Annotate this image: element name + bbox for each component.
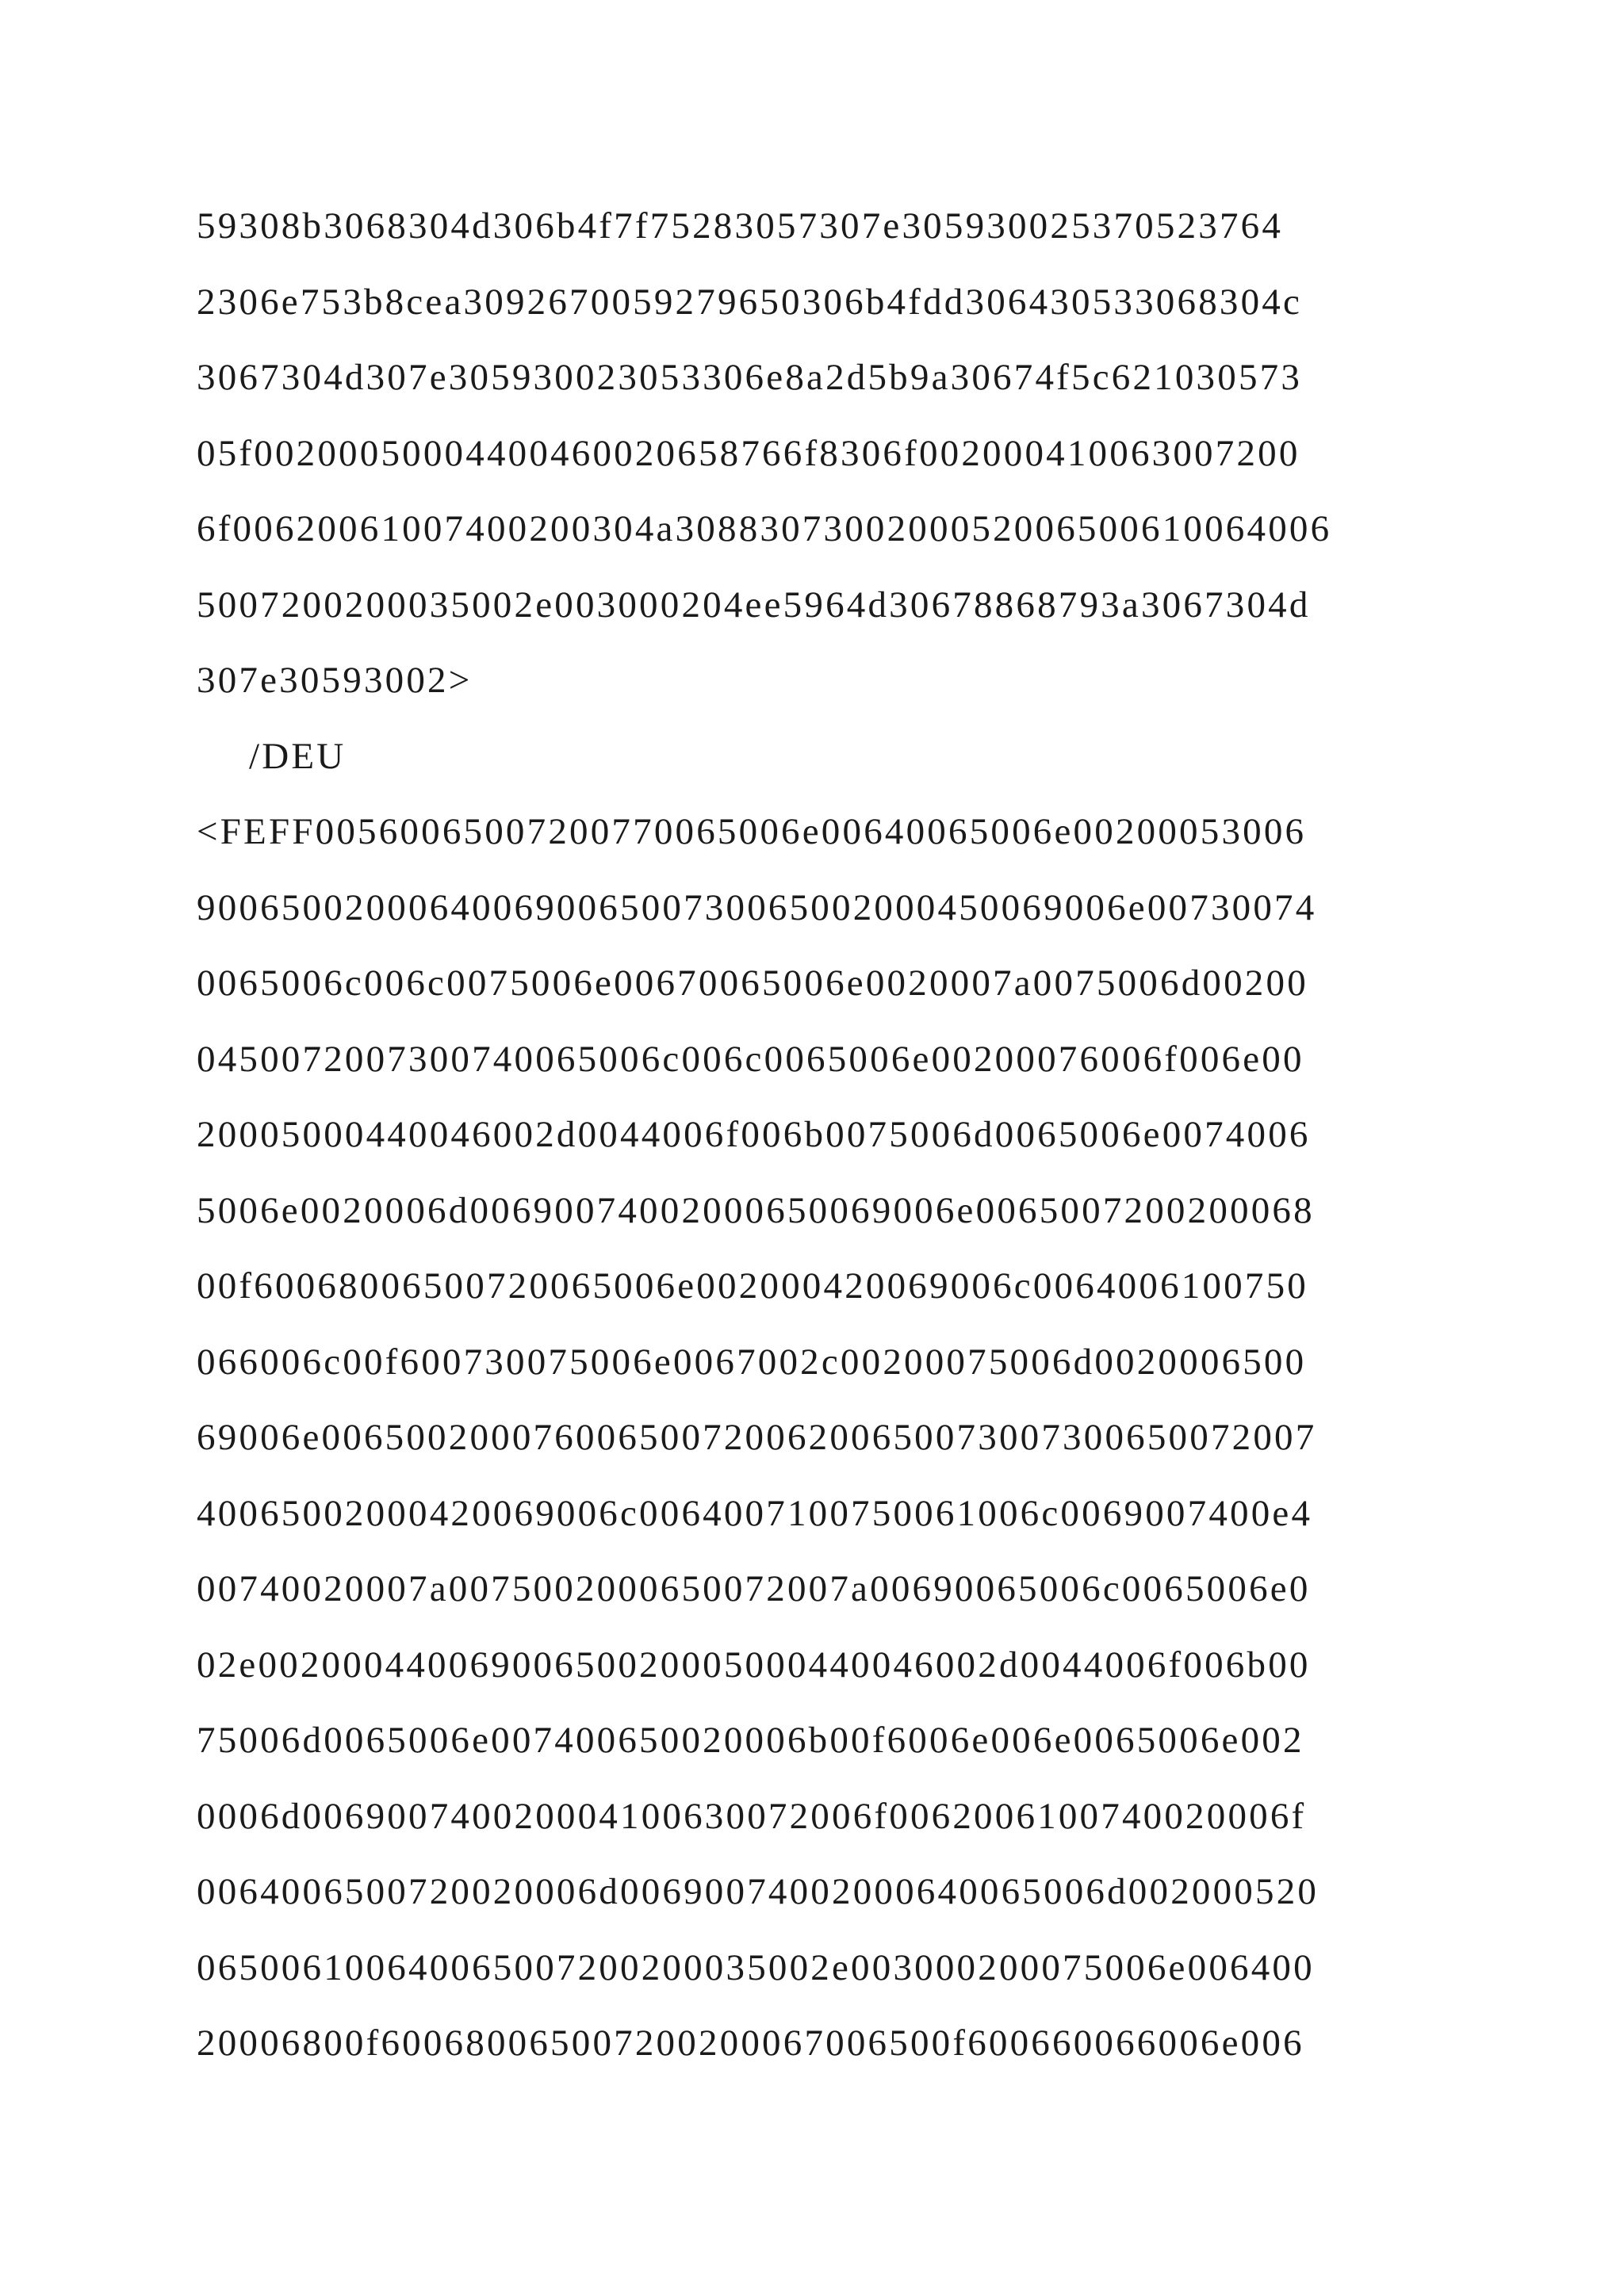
text-line: 0065006c006c0075006e00670065006e0020007a0075006d00200 [197,962,1308,1004]
text-line: 6f00620061007400200304a3088307300200052006500610064006 [197,508,1332,549]
text-line: 59308b3068304d306b4f7f75283057307e305930025370523764 [197,205,1284,247]
text-line: 20006800f600680065007200200067006500f600660066006e006 [197,2022,1304,2064]
text-line: 75006d0065006e007400650020006b00f6006e006e0065006e002 [197,1720,1304,1761]
text-line: 0006d006900740020004100630072006f0062006100740020006f [197,1795,1307,1837]
text-line: 00f60068006500720065006e002000420069006c0064006100750 [197,1265,1308,1307]
text-line: 5006e0020006d00690074002000650069006e0065007200200068 [197,1189,1315,1231]
text-line: 0064006500720020006d00690074002000640065006d002000520 [197,1871,1320,1912]
document-body [197,189,1434,2082]
text-line: 05f00200050004400460020658766f8306f002000410063007200 [197,432,1300,474]
text-line: 40065002000420069006c0064007100750061006c0069007400e4 [197,1492,1313,1534]
text-line: 90065002000640069006500730065002000450069006e00730074 [197,886,1317,928]
text-line: 3067304d307e305930023053306e8a2d5b9a30674f5c621030573 [197,357,1303,398]
text-line: 065006100640065007200200035002e003000200075006e006400 [197,1946,1315,1988]
text-line: 2306e753b8cea3092670059279650306b4fdd306430533068304c [197,281,1303,323]
text-line: 02e00200044006900650020005000440046002d0044006f006b00 [197,1644,1311,1686]
text-line: 0450072007300740065006c006c0065006e00200076006f006e00 [197,1038,1304,1080]
text-line: 066006c00f600730075006e0067002c00200075006d0020006500 [197,1341,1307,1383]
text-line: <FEFF00560065007200770065006e00640065006e00200053006 [197,811,1307,852]
text-line: 00740020007a0075002000650072007a00690065006c0065006e0 [197,1568,1311,1609]
section-key-deu: /DEU [249,735,347,777]
text-line: 69006e00650020007600650072006200650073007300650072007 [197,1417,1317,1458]
text-line: 5007200200035002e003000204ee5964d30678868793a3067304d [197,584,1311,626]
text-line: 307e30593002> [197,660,473,701]
text-line: 20005000440046002d0044006f006b0075006d0065006e0074006 [197,1114,1311,1155]
